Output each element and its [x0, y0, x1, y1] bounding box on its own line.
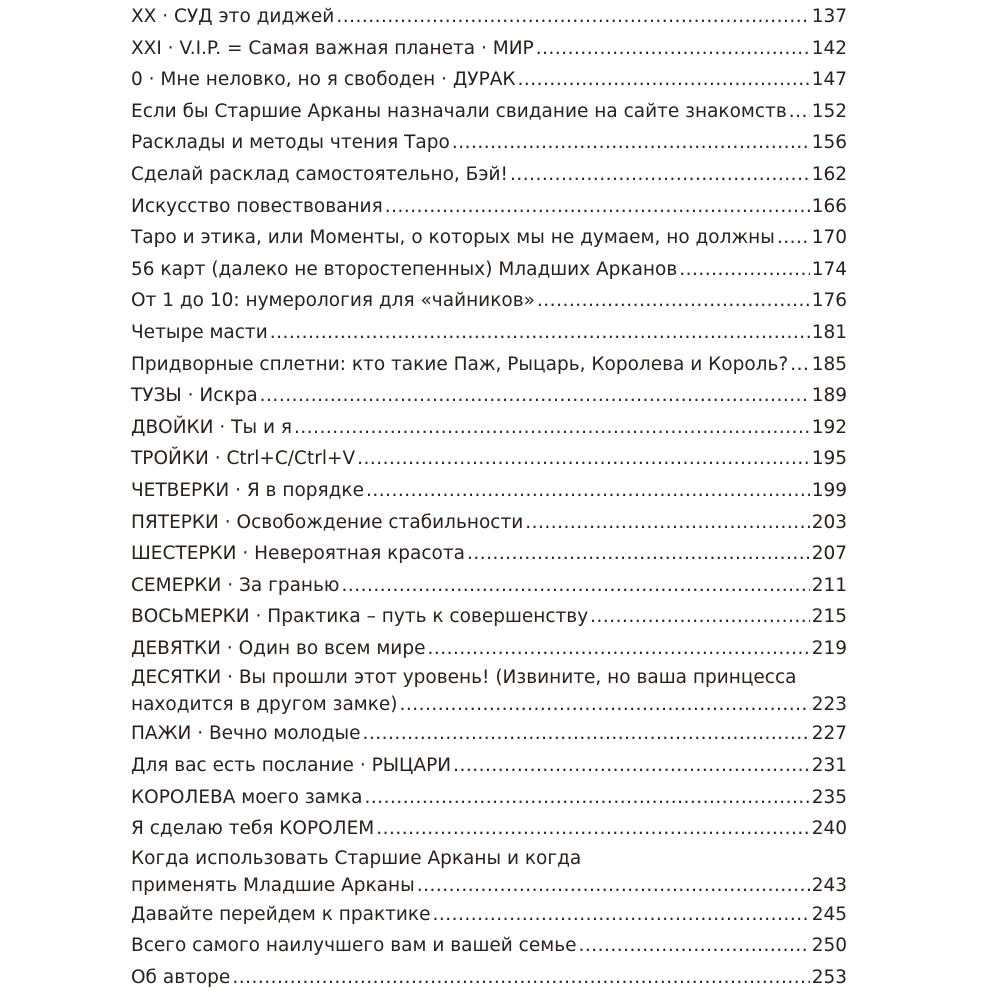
dot-leader — [467, 538, 810, 570]
toc-entry-title: Я сделаю тебя КОРОЛЕМ — [131, 818, 375, 840]
dot-leader — [357, 443, 810, 475]
toc-entry-title: Если бы Старшие Арканы назначали свидание на сайте знакомств — [131, 100, 787, 122]
dot-leader — [341, 570, 809, 602]
toc-entry-page: 176 — [811, 290, 847, 312]
toc-entry-multiline — [131, 845, 847, 899]
toc-entry-title: ШЕСТЕРКИ · Невероятная красота — [131, 543, 465, 565]
toc-entry-page: 227 — [811, 723, 847, 745]
toc-entry-title: ТРОЙКИ · Ctrl+C/Ctrl+V — [131, 448, 356, 470]
toc-entry — [131, 222, 847, 254]
toc-entry-page: 223 — [811, 694, 847, 716]
toc-entry — [131, 962, 847, 994]
toc-entry-title-line1: ДЕСЯТКИ · Вы прошли этот уровень! (Извините, но ваша принцесса — [131, 667, 797, 689]
toc-entry-page: 243 — [811, 874, 847, 896]
dot-leader — [366, 475, 810, 507]
toc-entry-title: ДВОЙКИ · Ты и я — [131, 416, 292, 438]
toc-entry — [131, 254, 847, 286]
toc-entry — [131, 191, 847, 223]
toc-entry — [131, 507, 847, 539]
toc-entry — [131, 633, 847, 665]
toc-entry-title: 56 карт (далеко не второстепенных) Младших Арканов — [131, 258, 678, 280]
toc-entry — [131, 412, 847, 444]
toc-entry-title: ВОСЬМЕРКИ · Практика – путь к совершенству — [131, 606, 589, 628]
toc-entry-title: ТУЗЫ · Искра — [131, 385, 258, 407]
toc-entry — [131, 475, 847, 507]
toc-entry-title: Расклады и методы чтения Таро — [131, 132, 450, 154]
toc-entry-title-line1: Когда использовать Старшие Арканы и когда — [131, 847, 582, 869]
toc-entry-page: 189 — [811, 385, 847, 407]
toc-entry — [131, 349, 847, 381]
toc-entry-title: Для вас есть послание · РЫЦАРИ — [131, 755, 452, 777]
toc-entry — [131, 33, 847, 65]
dot-leader — [790, 349, 810, 381]
toc-entry-title: От 1 до 10: нумерология для «чайников» — [131, 290, 535, 312]
toc-entry-page: 181 — [811, 321, 847, 343]
toc-entry-title: Всего самого наилучшего вам и вашей семье — [131, 935, 577, 957]
dot-leader — [270, 317, 810, 349]
toc-entry-title: 0 · Мне неловко, но я свободен · ДУРАК — [131, 69, 516, 91]
dot-leader — [452, 127, 810, 159]
toc-entry-page: 235 — [811, 786, 847, 808]
toc-entry — [131, 691, 847, 718]
toc-entry — [131, 930, 847, 962]
dot-leader — [232, 962, 809, 994]
dot-leader — [537, 285, 810, 317]
toc-entry — [131, 96, 847, 128]
toc-entry-title: Об авторе — [131, 967, 231, 989]
toc-entry — [131, 813, 847, 845]
toc-entry-page: 152 — [811, 100, 847, 122]
dot-leader — [525, 507, 809, 539]
toc-entry — [131, 317, 847, 349]
toc-entry-page: 185 — [811, 353, 847, 375]
toc-entry-page: 147 — [811, 69, 847, 91]
toc-entry-title: XXI · V.I.P. = Самая важная планета · МИР — [131, 37, 534, 59]
toc-entry — [131, 159, 847, 191]
toc-entry — [131, 899, 847, 931]
dot-leader — [336, 1, 809, 33]
toc-entry-page: 137 — [811, 6, 847, 27]
dot-leader — [536, 33, 810, 65]
toc-entry — [131, 64, 847, 96]
dot-leader — [362, 718, 809, 750]
dot-leader — [364, 782, 809, 814]
dot-leader — [433, 899, 810, 931]
toc-entry-page: 211 — [811, 574, 847, 596]
dot-leader — [453, 750, 810, 782]
toc-entry-page: 162 — [811, 163, 847, 185]
toc-entry-multiline — [131, 664, 847, 718]
dot-leader — [376, 813, 809, 845]
toc-entry-page: 250 — [811, 935, 847, 957]
toc-entry-page: 207 — [811, 543, 847, 565]
toc-entry-title: XX · СУД это диджей — [131, 6, 335, 27]
toc-entry-page: 192 — [811, 416, 847, 438]
toc-entry-title: Придворные сплетни: кто такие Паж, Рыцарь, Королева и Король? — [131, 353, 789, 375]
toc-entry-page: 219 — [811, 637, 847, 659]
toc-entry-page: 231 — [811, 755, 847, 777]
toc-entry — [131, 750, 847, 782]
dot-leader — [510, 159, 810, 191]
toc-entry-title: ПЯТЕРКИ · Освобождение стабильности — [131, 511, 524, 533]
dot-leader — [777, 222, 810, 254]
toc-entry — [131, 1, 847, 33]
toc-entry-title-line2: находится в другом замке) — [131, 694, 398, 716]
toc-entry-title: Давайте перейдем к практике — [131, 903, 431, 925]
toc-entry-page: 215 — [811, 606, 847, 628]
dot-leader — [518, 64, 810, 96]
toc-entry-title: КОРОЛЕВА моего замка — [131, 786, 363, 808]
dot-leader — [385, 191, 810, 223]
dot-leader — [578, 930, 809, 962]
toc-entry-title: Сделай расклад самостоятельно, Бэй! — [131, 163, 508, 185]
dot-leader — [789, 96, 810, 128]
toc-entry-page: 199 — [811, 479, 847, 501]
toc-entry — [131, 601, 847, 633]
toc-entry — [131, 718, 847, 750]
toc-entry — [131, 380, 847, 412]
dot-leader — [260, 380, 810, 412]
toc-entry — [131, 872, 847, 899]
toc-entry-title-line2: применять Младшие Арканы — [131, 874, 415, 896]
table-of-contents — [131, 1, 847, 994]
toc-entry-title: ПАЖИ · Вечно молодые — [131, 723, 361, 745]
toc-entry-page: 240 — [811, 818, 847, 840]
toc-entry-page: 170 — [811, 227, 847, 249]
toc-entry — [131, 127, 847, 159]
toc-entry-title: ДЕВЯТКИ · Один во всем мире — [131, 637, 426, 659]
toc-entry-page: 195 — [811, 448, 847, 470]
dot-leader — [427, 633, 809, 665]
toc-entry-page: 245 — [811, 903, 847, 925]
toc-entry-title: ЧЕТВЕРКИ · Я в порядке — [131, 479, 364, 501]
dot-leader — [400, 691, 810, 718]
dot-leader — [294, 412, 810, 444]
toc-entry — [131, 782, 847, 814]
toc-entry — [131, 538, 847, 570]
toc-entry-page: 166 — [811, 195, 847, 217]
toc-entry-page: 142 — [811, 37, 847, 59]
toc-entry-page: 174 — [811, 258, 847, 280]
toc-entry — [131, 285, 847, 317]
toc-entry-page: 253 — [811, 967, 847, 989]
toc-entry-title: Искусство повествования — [131, 195, 383, 217]
toc-entry — [131, 570, 847, 602]
dot-leader — [417, 872, 810, 899]
toc-entry — [131, 443, 847, 475]
dot-leader — [590, 601, 810, 633]
toc-entry-title: Таро и этика, или Моменты, о которых мы не думаем, но должны — [131, 227, 775, 249]
toc-entry-page: 156 — [811, 132, 847, 154]
toc-entry-title: Четыре масти — [131, 321, 268, 343]
toc-entry-title: СЕМЕРКИ · За гранью — [131, 574, 340, 596]
toc-entry-page: 203 — [811, 511, 847, 533]
dot-leader — [679, 254, 809, 286]
